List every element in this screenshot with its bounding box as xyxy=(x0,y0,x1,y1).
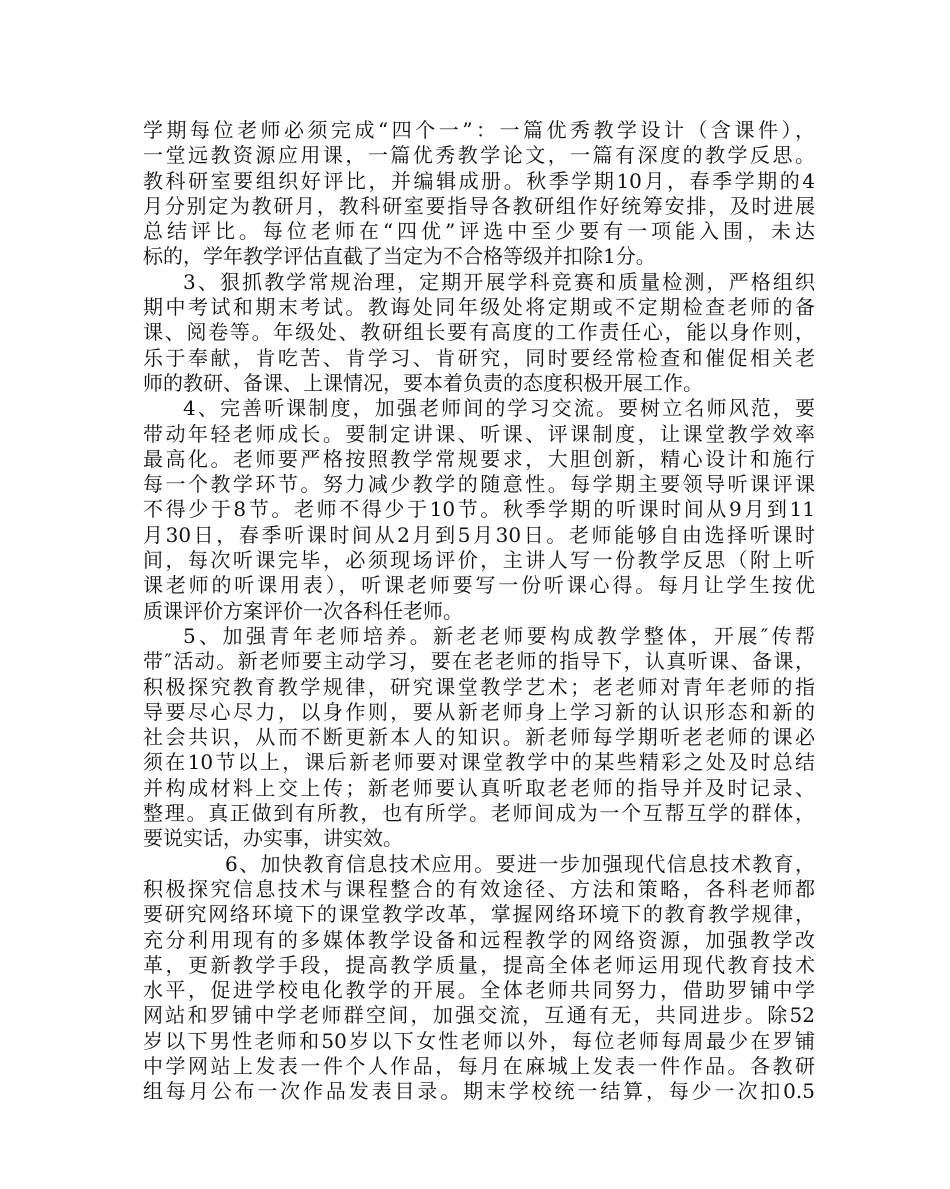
text-line: 充分利用现有的多媒体教学设备和远程教学的网络资源，加强教学改 xyxy=(143,927,815,952)
text-line: 水平，促进学校电化教学的开展。全体老师共同努力，借助罗铺中学 xyxy=(143,978,815,1003)
paragraph-4 xyxy=(143,396,815,624)
text-line: 一堂远教资源应用课，一篇优秀教学论文，一篇有深度的教学反思。 xyxy=(143,143,815,168)
text-line: 月分别定为教研月，教科研室要指导各教研组作好统筹安排，及时进展 xyxy=(143,193,815,218)
text-line: 每一个教学环节。努力减少教学的随意性。每学期主要领导听课评课 xyxy=(143,472,815,497)
text-line: 整理。真正做到有所教，也有所学。老师间成为一个互帮互学的群体， xyxy=(143,801,815,826)
paragraph-6 xyxy=(143,852,815,1105)
text-line: 月30日，春季听课时间从2月到5月30日。老师能够自由选择听课时 xyxy=(143,522,815,547)
text-line: 师的教研、备课、上课情况，要本着负责的态度积极开展工作。 xyxy=(143,370,703,395)
text-line: 质课评价方案评价一次各科任老师。 xyxy=(143,598,463,623)
document-body xyxy=(143,118,815,1105)
text-line: 总结评比。每位老师在“四优”评选中至少要有一项能入围，未达 xyxy=(143,219,815,244)
text-line: 期中考试和期末考试。教诲处同年级处将定期或不定期检查老师的备 xyxy=(143,295,815,320)
text-line: 网站和罗铺中学老师群空间，加强交流，互通有无，共同进步。除52 xyxy=(143,1003,815,1028)
text-line: 岁以下男性老师和50岁以下女性老师以外，每位老师每周最少在罗铺 xyxy=(143,1028,815,1053)
text-line: 课、阅卷等。年级处、教研组长要有高度的工作责任心，能以身作则， xyxy=(143,320,815,345)
text-line: 带″活动。新老师要主动学习，要在老老师的指导下，认真听课、备课， xyxy=(143,649,815,674)
text-line: 社会共识，从而不断更新本人的知识。新老师每学期听老老师的课必 xyxy=(143,725,815,750)
text-line: 5、加强青年老师培养。新老老师要构成教学整体，开展″传帮 xyxy=(183,623,815,648)
paragraph-5 xyxy=(143,624,815,852)
text-line: 教科研室要组织好评比，并编辑成册。秋季学期10月，春季学期的4 xyxy=(143,168,815,193)
text-line: 要研究网络环境下的课堂教学改革，掌握网络环境下的教育教学规律， xyxy=(143,902,815,927)
text-line: 并构成材料上交上传；新老师要认真听取老老师的指导并及时记录、 xyxy=(143,775,815,800)
text-line: 4、完善听课制度，加强老师间的学习交流。要树立名师风范，要 xyxy=(183,396,815,421)
text-line: 组每月公布一次作品发表目录。期末学校统一结算，每少一次扣0.5 xyxy=(143,1079,815,1104)
paragraph-1 xyxy=(143,118,815,270)
text-line: 带动年轻老师成长。要制定讲课、听课、评课制度，让课堂教学效率 xyxy=(143,421,815,446)
text-line: 最高化。老师要严格按照教学常规要求，大胆创新，精心设计和施行 xyxy=(143,446,815,471)
text-line: 积极探究教育教学规律，研究课堂教学艺术；老老师对青年老师的指 xyxy=(143,674,815,699)
text-line: 6、加快教育信息技术应用。要进一步加强现代信息技术教育， xyxy=(225,851,815,876)
text-line: 要说实话，办实事，讲实效。 xyxy=(143,826,403,851)
text-line: 须在10节以上，课后新老师要对课堂教学中的某些精彩之处及时总结 xyxy=(143,750,815,775)
text-line: 学期每位老师必须完成“四个一”：一篇优秀教学设计（含课件）， xyxy=(143,118,815,142)
text-line: 课老师的听课用表），听课老师要写一份听课心得。每月让学生按优 xyxy=(143,573,815,598)
text-line: 间，每次听课完毕，必须现场评价，主讲人写一份教学反思（附上听 xyxy=(143,548,815,573)
text-line: 积极探究信息技术与课程整合的有效途径、方法和策略，各科老师都 xyxy=(143,876,815,901)
text-line: 乐于奉献，肯吃苦、肯学习、肯研究，同时要经常检查和催促相关老 xyxy=(143,345,815,370)
text-line: 不得少于8节。老师不得少于10节。秋季学期的听课时间从9月到11 xyxy=(143,497,815,522)
text-line: 标的，学年教学评估直截了当定为不合格等级并扣除1分。 xyxy=(143,244,656,269)
text-line: 中学网站上发表一件个人作品，每月在麻城上发表一件作品。各教研 xyxy=(143,1053,815,1078)
text-line: 3、狠抓教学常规治理，定期开展学科竞赛和质量检测，严格组织 xyxy=(183,269,815,294)
text-line: 革，更新教学手段，提高教学质量，提高全体老师运用现代教育技术 xyxy=(143,952,815,977)
paragraph-3 xyxy=(143,270,815,396)
text-line: 导要尽心尽力，以身作则，要从新老师身上学习新的认识形态和新的 xyxy=(143,699,815,724)
